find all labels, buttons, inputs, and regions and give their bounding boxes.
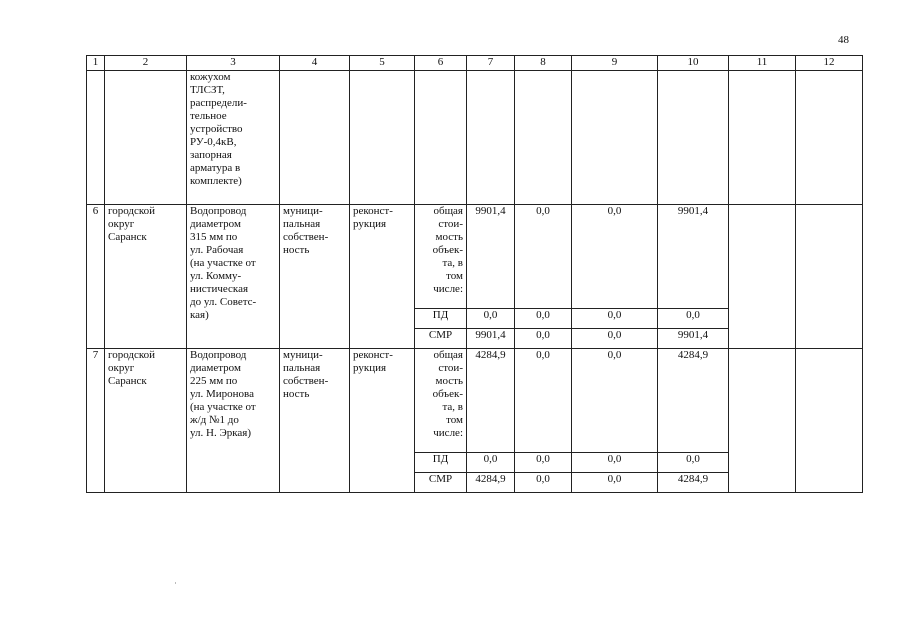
work-type-cell: реконст- рукция xyxy=(350,349,415,493)
page-number: 48 xyxy=(838,34,849,46)
column-header: 8 xyxy=(515,56,572,71)
column-number-row xyxy=(87,56,863,71)
value-cell: 0,0 xyxy=(515,473,572,493)
value-cell: 9901,4 xyxy=(467,329,515,349)
value-cell: 0,0 xyxy=(572,205,658,309)
row-number: 7 xyxy=(87,349,105,493)
column-header: 12 xyxy=(796,56,863,71)
value-cell: 0,0 xyxy=(467,453,515,473)
row-number: 6 xyxy=(87,205,105,349)
pd-label: ПД xyxy=(415,453,467,473)
value-cell: 4284,9 xyxy=(658,473,729,493)
continuation-row xyxy=(87,71,863,205)
pd-label: ПД xyxy=(415,309,467,329)
value-cell: 0,0 xyxy=(515,329,572,349)
column-header: 5 xyxy=(350,56,415,71)
column-header: 7 xyxy=(467,56,515,71)
value-cell: 4284,9 xyxy=(467,473,515,493)
value-cell: 0,0 xyxy=(572,349,658,453)
value-cell: 0,0 xyxy=(572,329,658,349)
value-cell: 0,0 xyxy=(658,309,729,329)
cost-label-cell: общая стои- мость объек- та, в том числе: xyxy=(415,349,467,453)
column-header: 4 xyxy=(280,56,350,71)
value-cell: 0,0 xyxy=(658,453,729,473)
smr-label: СМР xyxy=(415,473,467,493)
scan-speck xyxy=(175,582,176,584)
work-type-cell: реконст- рукция xyxy=(350,205,415,349)
column-header: 11 xyxy=(729,56,796,71)
value-cell: 0,0 xyxy=(515,453,572,473)
column-header: 3 xyxy=(187,56,280,71)
value-cell: 0,0 xyxy=(515,309,572,329)
column-header: 6 xyxy=(415,56,467,71)
value-cell: 4284,9 xyxy=(467,349,515,453)
value-cell: 0,0 xyxy=(515,349,572,453)
table-row xyxy=(87,205,863,309)
object-description-continued: кожухом ТЛСЗТ, распредели- тельное устройство РУ-0,4кВ, запорная арматура в комплекте) xyxy=(187,71,280,205)
object-cell: Водопровод диаметром 315 мм по ул. Рабочая (на участке от ул. Комму- нистическая до ул. Советс- кая) xyxy=(187,205,280,349)
table-row xyxy=(87,349,863,453)
column-header: 9 xyxy=(572,56,658,71)
column-header: 2 xyxy=(105,56,187,71)
value-cell: 9901,4 xyxy=(658,329,729,349)
value-cell: 0,0 xyxy=(515,205,572,309)
investment-program-table xyxy=(86,55,863,493)
value-cell: 0,0 xyxy=(467,309,515,329)
value-cell: 0,0 xyxy=(572,309,658,329)
column-header: 1 xyxy=(87,56,105,71)
value-cell: 0,0 xyxy=(572,473,658,493)
value-cell: 4284,9 xyxy=(658,349,729,453)
ownership-cell: муници- пальная собствен- ность xyxy=(280,349,350,493)
value-cell: 9901,4 xyxy=(467,205,515,309)
smr-label: СМР xyxy=(415,329,467,349)
ownership-cell: муници- пальная собствен- ность xyxy=(280,205,350,349)
object-cell: Водопровод диаметром 225 мм по ул. Миронова (на участке от ж/д №1 до ул. Н. Эркая) xyxy=(187,349,280,493)
column-header: 10 xyxy=(658,56,729,71)
territory-cell: городской округ Саранск xyxy=(105,205,187,349)
value-cell: 9901,4 xyxy=(658,205,729,309)
value-cell: 0,0 xyxy=(572,453,658,473)
territory-cell: городской округ Саранск xyxy=(105,349,187,493)
cost-label-cell: общая стои- мость объек- та, в том числе: xyxy=(415,205,467,309)
